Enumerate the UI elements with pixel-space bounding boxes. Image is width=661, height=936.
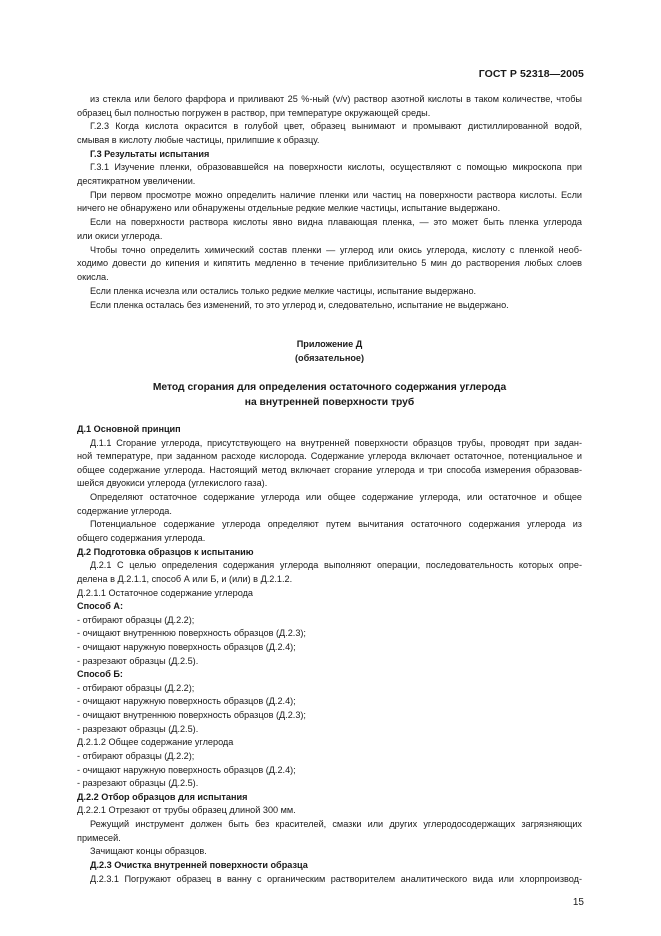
paragraph-line: ничего не обнаружено или обнаружены отдельные редкие мелкие частицы, испытание выдержано.: [77, 203, 501, 213]
annex-title-line-1: Метод сгорания для определения остаточного содержания углерода: [152, 382, 507, 393]
paragraph-line: смывая в кислоту любые частицы, прилипшие к образцу.: [77, 135, 320, 145]
section-heading-g3: Г.3 Результаты испытания: [90, 149, 210, 159]
method-a-label: Способ А:: [77, 601, 124, 611]
paragraph-line: Д.2.3.1 Погружают образец в ванну с органическим растворителем аналитического вида или хлорпроизвод-: [90, 874, 582, 884]
paragraph-line: Определяют остаточное содержание углерода или общее содержание углерода, или остаточное и общее: [90, 492, 582, 502]
list-item: - отбирают образцы (Д.2.2);: [77, 615, 195, 625]
paragraph-line: Зачищают концы образцов.: [90, 846, 207, 856]
paragraph-line: При первом просмотре можно определить наличие пленки или частиц на поверхности раствора кислоты. Если: [90, 190, 582, 200]
paragraph-line: Д.2.1 С целью определения содержания углерода выполняют операции, последовательность которых опре-: [90, 560, 582, 570]
list-item: - очищают наружную поверхность образцов (Д.2.4);: [77, 696, 296, 706]
paragraph-line: из стекла или белого фарфора и приливают 25 %-ный (v/v) раствор азотной кислоты в таком количестве, чтобы: [90, 94, 582, 104]
annex-label: Приложение Д: [296, 339, 363, 349]
paragraph-line: Режущий инструмент должен быть без красителей, смазки или других углеродосодержащих загрязняющих: [90, 819, 582, 829]
paragraph-line: окисла.: [77, 272, 109, 282]
section-heading-d23: Д.2.3 Очистка внутренней поверхности образца: [90, 860, 308, 870]
list-item: - разрезают образцы (Д.2.5).: [77, 656, 199, 666]
paragraph-line: общего содержания углерода.: [77, 533, 206, 543]
subsection-d211: Д.2.1.1 Остаточное содержание углерода: [77, 588, 253, 598]
paragraph-line: примесей.: [77, 833, 121, 843]
paragraph-line: ной температуре, при заданном расходе кислорода. Содержание углерода включает остаточное, потенциальное и: [77, 451, 582, 461]
section-heading-d1: Д.1 Основной принцип: [77, 424, 181, 434]
paragraph-line: шейся двуокиси углерода (углекислого газа).: [77, 478, 268, 488]
list-item: - очищают внутреннюю поверхность образцов (Д.2.3);: [77, 628, 306, 638]
list-item: - очищают внутреннюю поверхность образцов (Д.2.3);: [77, 710, 306, 720]
page-number: 15: [572, 897, 584, 908]
list-item: - разрезают образцы (Д.2.5).: [77, 724, 199, 734]
document-header: ГОСТ Р 52318—2005: [478, 68, 584, 80]
subsection-d212: Д.2.1.2 Общее содержание углерода: [77, 737, 234, 747]
paragraph-line: десятикратном увеличении.: [77, 176, 196, 186]
list-item: - отбирают образцы (Д.2.2);: [77, 751, 195, 761]
paragraph-line: Г.3.1 Изучение пленки, образовавшейся на поверхности кислоты, осуществляют с помощью микроскопа при: [90, 162, 582, 172]
list-item: - очищают наружную поверхность образцов (Д.2.4);: [77, 765, 296, 775]
method-b-label: Способ Б:: [77, 669, 123, 679]
list-item: - разрезают образцы (Д.2.5).: [77, 778, 199, 788]
section-heading-d22: Д.2.2 Отбор образцов для испытания: [77, 792, 248, 802]
annex-title-line-2: на внутренней поверхности труб: [244, 397, 415, 408]
paragraph-line: Чтобы точно определить химический состав пленки — углерод или окись углерода, кислоту с пленкой необ-: [90, 245, 582, 255]
paragraph-line: образец был полностью погружен в раствор, при температуре окружающей среды.: [77, 108, 431, 118]
paragraph-line: Если пленка осталась без изменений, то это углерод и, следовательно, испытание не выдержано.: [90, 300, 509, 310]
paragraph-line: или окиси углерода.: [77, 231, 163, 241]
list-item: - очищают наружную поверхность образцов (Д.2.4);: [77, 642, 296, 652]
section-heading-d2: Д.2 Подготовка образцов к испытанию: [77, 547, 254, 557]
list-item: - отбирают образцы (Д.2.2);: [77, 683, 195, 693]
paragraph-line: Д.1.1 Сгорание углерода, присутствующего на внутренней поверхности образцов трубы, проводят при задан-: [90, 438, 582, 448]
paragraph-line: ходимо довести до кипения и кипятить медленно в течение приблизительно 5 мин до растворения любых слоев: [77, 258, 582, 268]
paragraph-line: Потенциальное содержание углерода определяют путем вычитания остаточного содержания углерода из: [90, 519, 582, 529]
paragraph-line: содержание углерода.: [77, 506, 172, 516]
paragraph-line: Если на поверхности раствора кислоты явно видна плавающая пленка, — это может быть пленка углерода: [90, 217, 582, 227]
annex-status: (обязательное): [294, 353, 365, 363]
paragraph-line: Если пленка исчезла или остались только редкие мелкие частицы, испытание выдержано.: [90, 286, 477, 296]
paragraph-line: Г.2.3 Когда кислота окрасится в голубой цвет, образец вынимают и промывают дистиллированной водой,: [90, 121, 582, 131]
paragraph-line: общее содержание углерода. Настоящий метод включает сгорание углерода и три способа измерения образовав-: [77, 465, 582, 475]
paragraph-line: делена в Д.2.1.1, способ А или Б, и (или) в Д.2.1.2.: [77, 574, 293, 584]
paragraph-line: Д.2.2.1 Отрезают от трубы образец длиной 300 мм.: [77, 805, 296, 815]
